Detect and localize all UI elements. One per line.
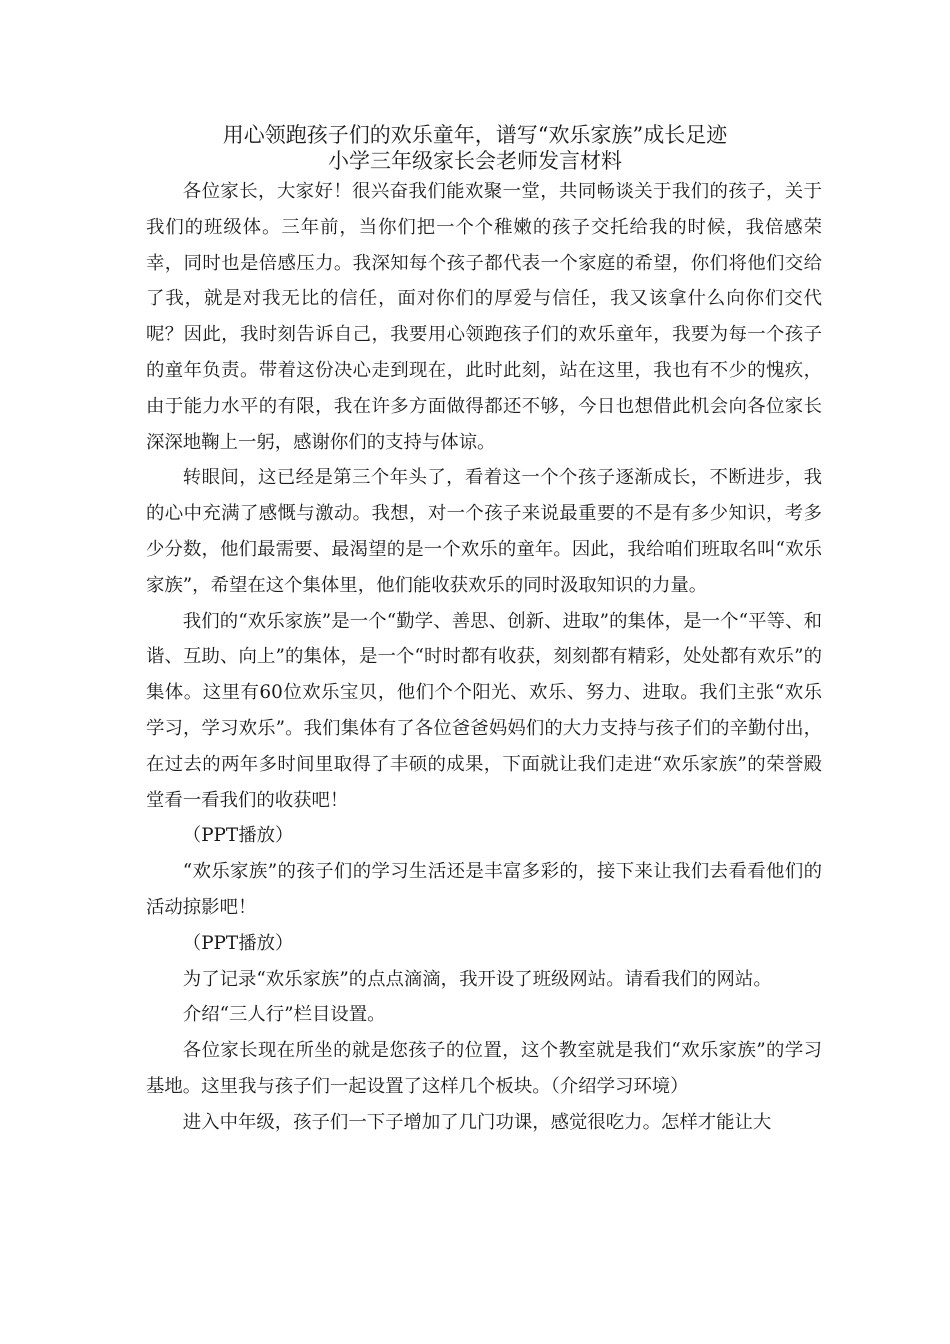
paragraph-middle-grade: 进入中年级，孩子们一下子增加了几门功课，感觉很吃力。怎样才能让大 [182,1111,772,1133]
paragraph-column-intro: 介绍“三人行”栏目设置。 [182,1004,386,1026]
paragraph-ppt-2: （PPT播放） [182,932,294,954]
paragraph-ppt-1: （PPT播放） [182,825,294,847]
paragraph-greeting: 各位家长，大家好！很兴奋我们能欢聚一堂，共同畅谈关于我们的孩子，关于我们的班级体。三年前，当你们把一个个稚嫩的孩子交托给我的时候，我倍感荣幸，同时也是倍感压力。我深知每个孩子都代表一个家庭的希望，你们将他们交给了我，就是对我无比的信任，面对你们的厚爱与信任，我又该拿什么向你们交代呢？因此，我时刻告诉自己，我要用心领跑孩子们的欢乐童年，我要为每一个孩子的童年负责。带着这份决心走到现在，此时此刻，站在这里，我也有不少的愧疚，由于能力水平的有限，我在许多方面做得都还不够，今日也想借此机会向各位家长深深地鞠上一躬，感谢你们的支持与体谅。 [146,181,822,453]
paragraph-activities: “欢乐家族”的孩子们的学习生活还是丰富多彩的，接下来让我们去看看他们的活动掠影吧！ [146,861,822,918]
paragraph-classroom: 各位家长现在所坐的就是您孩子的位置，这个教室就是我们“欢乐家族”的学习基地。这里我与孩子们一起设置了这样几个板块。（介绍学习环境） [146,1040,822,1097]
title-line-1: 用心领跑孩子们的欢乐童年，谱写“欢乐家族”成长足迹 [222,123,728,147]
paragraph-website: 为了记录“欢乐家族”的点点滴滴，我开设了班级网站。请看我们的网站。 [182,968,772,990]
document-body [146,174,822,1141]
paragraph-third-year: 转眼间，这已经是第三个年头了，看着这一个个孩子逐渐成长，不断进步，我的心中充满了感慨与激动。我想，对一个孩子来说最重要的不是有多少知识，考多少分数，他们最需要、最渴望的是一个欢乐的童年。因此，我给咱们班取名叫“欢乐家族”，希望在这个集体里，他们能收获欢乐的同时汲取知识的力量。 [146,467,822,596]
title-line-2: 小学三年级家长会老师发言材料 [328,149,622,173]
paragraph-happy-family: 我们的“欢乐家族”是一个“勤学、善思、创新、进取”的集体，是一个“平等、和谐、互助、向上”的集体，是一个“时时都有收获，刻刻都有精彩，处处都有欢乐”的集体。这里有60位欢乐宝贝，他们个个阳光、欢乐、努力、进取。我们主张“欢乐学习，学习欢乐”。我们集体有了各位爸爸妈妈们的大力支持与孩子们的辛勤付出，在过去的两年多时间里取得了丰硕的成果，下面就让我们走进“欢乐家族”的荣誉殿堂看一看我们的收获吧！ [146,610,822,811]
document-title [0,122,950,174]
